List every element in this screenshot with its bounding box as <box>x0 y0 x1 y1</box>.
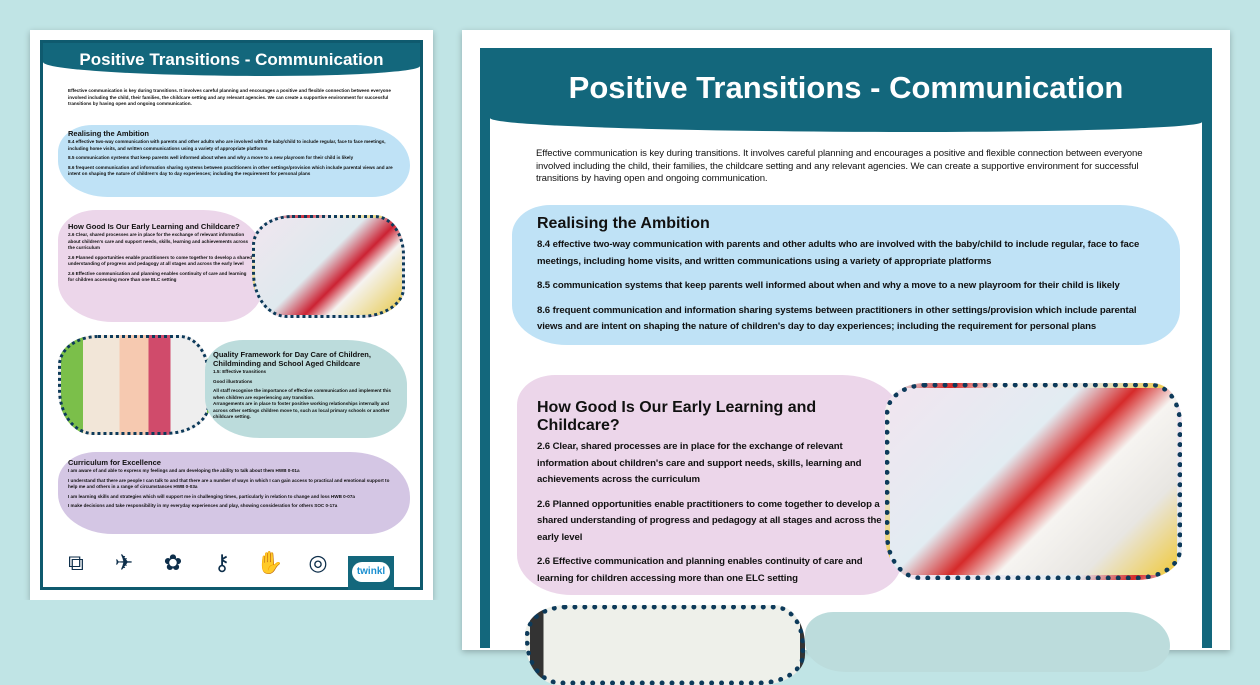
section-heading: How Good Is Our Early Learning and Childcare? <box>537 399 817 434</box>
item: 2.6 Clear, shared processes are in place for the exchange of relevant information about children's care and support needs, skills, learning and achievements across the curriculum <box>537 441 862 485</box>
howgood-section <box>58 210 263 322</box>
section-heading: Realising the Ambition <box>68 129 149 138</box>
item: I am aware of and able to express my feelings and am developing the ability to talk about them HWB 0-01a <box>68 468 300 473</box>
item: 2.6 Effective communication and planning enables continuity of care and learning for children accessing more than one ELC setting <box>537 556 863 584</box>
ambition-section <box>58 125 410 197</box>
item: All staff recognise the importance of effective communication and implement this when children are experiencing any transition. <box>213 388 391 400</box>
section-heading: How Good Is Our Early Learning and Childcare? <box>68 222 240 231</box>
item: 8.4 effective two-way communication with parents and other adults who are involved with the baby/child to include regular, face to face meetings, including home visits, and written communications using a variety of appropriate platforms <box>537 239 1140 267</box>
intro-text: Effective communication is key during transitions. It involves careful planning and encourages a positive and flexible connection between everyone involved including the child, their families, the childcare setting and any relevant agencies. We can create a supportive environment for successful transitions by having open and ongoing communication. <box>68 88 391 106</box>
item: 2.6 Effective communication and planning enables continuity of care and learning for children accessing more than one ELC setting <box>68 270 247 282</box>
item: 8.6 frequent communication and information sharing systems between practitioners in other settings/provision which include parental views and are intent on shaping the nature of children's day to day experiences; including the requirement for personal plans <box>537 304 1137 332</box>
section-heading: Quality Framework for Day Care of Children, Childminding and School Aged Childcare <box>213 350 371 368</box>
toddler-photo <box>525 605 805 685</box>
preview-page-thumbnail[interactable] <box>30 30 433 600</box>
toddler-photo <box>58 335 210 435</box>
ambition-section <box>512 205 1180 345</box>
quality-section <box>805 612 1170 672</box>
child-playing-photo <box>885 383 1182 580</box>
item: 2.6 Clear, shared processes are in place for the exchange of relevant information about children's care and support needs, skills, learning and achievements across the curriculum <box>68 232 249 250</box>
item: 2.6 Planned opportunities enable practitioners to come together to develop a shared understanding of progress and pedagogy at all stages and across the early level <box>537 498 882 543</box>
page-title: Positive Transitions - Communication <box>43 43 420 76</box>
acorn-icon: ◎ <box>308 550 328 575</box>
curriculum-section <box>58 452 410 534</box>
quality-section <box>205 340 407 438</box>
item: I am learning skills and strategies which will support me in challenging times, particularly in relation to change and loss HWB 0-07a <box>68 493 355 499</box>
toy-blocks-icon: ⧉ <box>68 550 84 575</box>
item: 8.6 frequent communication and information sharing systems between practitioners in other settings/provision which include parental views and are intent on shaping the nature of children's day to day experiences; including the requirement for personal plans <box>68 164 393 176</box>
paper-plane-icon: ✈ <box>114 550 134 575</box>
subheading: 1.5: Effective transitions <box>213 369 267 374</box>
item: I make decisions and take responsibility in my everyday experiences and play, showing consideration for others SOC 0-17a <box>68 503 338 508</box>
page-title: Positive Transitions - Communication <box>490 56 1202 132</box>
key-icon: ⚷ <box>213 550 231 575</box>
item: I understand that there are people I can talk to and that there are a number of ways in which I can gain access to practical and emotional support to help me and others in a range of circumstances HWB 0-03a <box>68 477 390 489</box>
child-playing-photo <box>252 215 405 318</box>
flower-icon: ✿ <box>163 550 183 575</box>
twinkl-logo: twinkl <box>348 556 394 590</box>
howgood-section <box>517 375 902 595</box>
preview-page-zoomed <box>462 30 1230 650</box>
section-heading: Realising the Ambition <box>537 215 710 232</box>
item: 8.5 communication systems that keep parents well informed about when and why a move to a new playroom for their child is likely <box>68 155 354 160</box>
item: 2.6 Planned opportunities enable practitioners to come together to develop a shared understanding of progress and pedagogy at all stages and across the early level <box>68 254 253 266</box>
subheading: Good illustrations <box>213 378 253 384</box>
item: Arrangements are in place to foster positive working relationships internally and across other settings children move to, such as local primary schools or another childcare setting. <box>213 401 390 419</box>
hand-icon: ✋ <box>256 550 284 575</box>
section-heading: Curriculum for Excellence <box>68 458 161 467</box>
intro-text: Effective communication is key during transitions. It involves careful planning and encourages a positive and flexible connection between everyone involved including the child, their families, the childcare setting and any relevant agencies. We can create a supportive environment for successful transitions by having open and ongoing communication. <box>536 148 1143 184</box>
item: 8.5 communication systems that keep parents well informed about when and why a move to a new playroom for their child is likely <box>537 280 1120 291</box>
item: 8.4 effective two-way communication with parents and other adults who are involved with the baby/child to include regular, face to face meetings, including home visits, and written communications using a variety of appropriate platforms <box>68 139 386 151</box>
